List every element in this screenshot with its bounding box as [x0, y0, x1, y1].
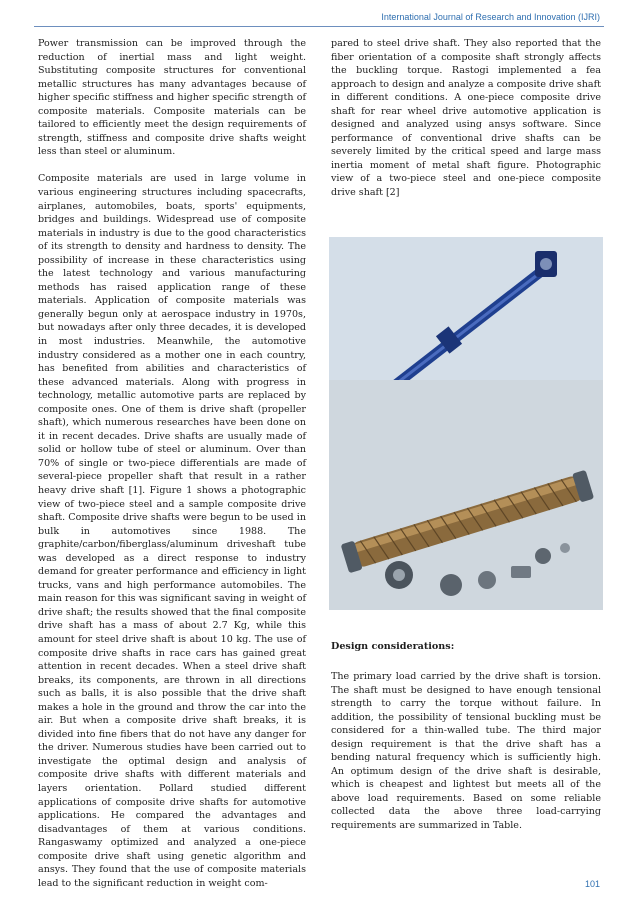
left-column — [38, 37, 306, 890]
composite-shaft-photo — [329, 380, 603, 610]
header-rule — [34, 26, 604, 27]
continued-paragraph: pared to steel drive shaft. They also reported that the fiber orientation of a composite shaft strongly affects the buckling torque. Rastogi implemented a fea approach to design and analyze a composite drive shaft in different conditions. A one-piece composite drive shaft for rear wheel drive automotive application is designed and analyzed using ansys software. Since performance of conventional drive shafts can be severely limited by the critical speed and large mass inertia moment of metal shaft figure. Photographic view of a two-piece steel and one-piece composite drive shaft [2] — [331, 38, 601, 199]
right-column-bottom — [331, 670, 601, 833]
intro-paragraph: Power transmission can be improved through the reduction of inertial mass and light weight. Substituting composite structures for conventional metallic structures has many advantages because of higher specific stiffness and higher specific strength of composite materials. Composite materials can be tailored to efficiently meet the design requirements of strength, stiffness and composite drive shafts weight less than steel or aluminum. — [38, 38, 306, 158]
design-paragraph: The primary load carried by the drive shaft is torsion. The shaft must be designed to have enough tensional strength to carry the torque without failure. In addition, the possibility of tensional buckling must be considered for a thin-walled tube. The third major design requirement is that the drive shaft has a bending natural frequency which is sufficiently high. An optimum design of the drive shaft is desirable, which is cheapest and lightest but meets all of the above load requirements. Based on some reliable collected data the above three load-carrying requirements are summarized in Table. — [331, 671, 601, 832]
right-column-top — [331, 37, 601, 200]
page-number: 101 — [584, 879, 600, 889]
body-paragraph: Composite materials are used in large volume in various engineering structures including spacecrafts, airplanes, automobiles, boats, sports' equipments, bridges and buildings. Widespread use of composite materials in industry is due to the good characteristics of its strength to density and hardness to density. The possibility of increase in these characteristics using the latest technology and various manufacturing methods has raised application range of these materials. Application of composite materials was generally begun only at aerospace industry in 1970s, but nowadays after only three decades, it is developed in most industries. Meanwhile, the automotive industry considered as a mother one in each country, has benefited from abilities and characteristics of these advanced materials. Along with progress in technology, metallic automotive parts are replaced by composite ones. One of them is drive shaft (propeller shaft), which numerous researches have been done on it in recent decades. Drive shafts are usually made of solid or hollow tube of steel or aluminum. Over than 70% of single or two-piece differentials are made of several-piece propeller shaft that result in a rather heavy drive shaft [1]. Figure 1 shows a photographic view of two-piece steel and a sample composite drive shaft. Composite drive shafts were begun to be used in bulk in automotives since 1988. The graphite/carbon/fiberglass/aluminum driveshaft tube was developed as a direct response to industry demand for greater performance and efficiency in light trucks, vans and high performance automobiles. The main reason for this was significant saving in weight of drive shaft; the results showed that the final composite drive shaft has a mass of about 2.7 Kg, while this amount for steel drive shaft is about 10 kg. The use of composite drive shafts in race cars has gained great attention in recent decades. When a steel drive shaft breaks, its components, are thrown in all directions such as balls, it is also possible that the drive shaft makes a hole in the ground and throw the car into the air. But when a composite drive shaft breaks, it is divided into fine fibers that do not have any danger for the driver. Numerous studies have been carried out to investigate the optimal design and analysis of composite drive shafts with different materials and layers orientation. Pollard studied different applications of composite drive shafts for automotive applications. He compared the advantages and disadvantages of them at various conditions. Rangaswamy optimized and analyzed a one-piece composite drive shaft using genetic algorithm and ansys. They found that the use of composite materials lead to the significant reduction in weight com- — [38, 173, 306, 889]
section-heading: Design considerations: — [331, 641, 455, 652]
journal-header: International Journal of Research and Innovation (IJRI) — [381, 12, 600, 22]
